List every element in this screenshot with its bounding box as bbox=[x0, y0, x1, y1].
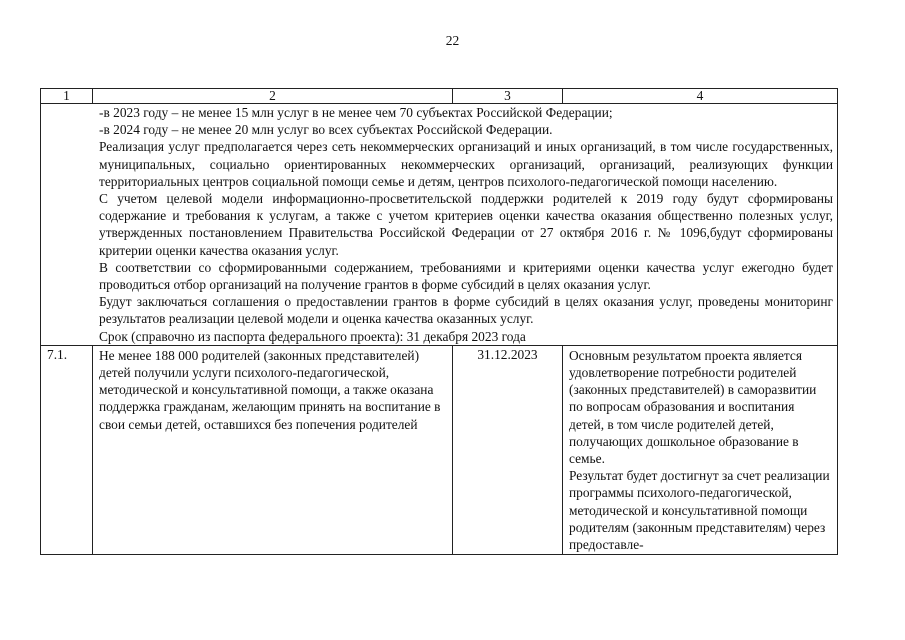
header-cell-1: 1 bbox=[41, 89, 93, 104]
result-paragraph-2: Результат будет достигнут за счет реализации программы психолого-педагогической, методической и консультативной помощи родителям (законным представителям) через предоставле- bbox=[569, 468, 830, 553]
document-table bbox=[40, 88, 838, 555]
header-cell-2: 2 bbox=[93, 89, 453, 104]
paragraph-implementation: Реализация услуг предполагается через сеть некоммерческих организаций и иных организаций, в том числе государственных, муниципальных, социально ориентированных некоммерческих организаций, организаций, реализующих функции территориальных центров социальной помощи семье и детям, центров психолого-педагогической помощи населению. bbox=[99, 139, 833, 189]
paragraph-target-model: С учетом целевой модели информационно-просветительской поддержки родителей к 2019 году будут сформированы содержание и требования к услугам, а также с учетом критериев оценки качества оказания общественно полезных услуг, утвержденных постановлением Правительства Российской Федерации от 27 октября 2016 г. № 1096,будут сформированы критерии оценки качества оказания услуг. bbox=[99, 191, 833, 258]
header-cell-4: 4 bbox=[563, 89, 838, 104]
paragraph-selection: В соответствии со сформированными содержанием, требованиями и критериями оценки качества услуг ежегодно будет проводиться отбор организаций на получение грантов в форме субсидий в целях оказания услуг. bbox=[99, 259, 833, 293]
description-text: Не менее 188 000 родителей (законных представителей) детей получили услуги психолого-педагогической, методической и консультативной помощи, а также оказана поддержка гражданам, желающим принять на воспитание в свои семьи детей, оставшихся без попечения родителей bbox=[99, 347, 441, 432]
bullet-line-2023: -в 2023 году – не менее 15 млн услуг в не менее чем 70 субъектах Российской Федерации; bbox=[99, 105, 613, 120]
table-header-row bbox=[41, 89, 838, 104]
merged-text-row bbox=[41, 104, 838, 346]
result-paragraph-1: Основным результатом проекта является удовлетворение потребности родителей (законных представителей) в саморазвитии по вопросам образования и воспитания детей, в том числе родителей детей, получающих дошкольное образование в семье. bbox=[569, 347, 817, 467]
row-number: 7.1. bbox=[41, 345, 93, 554]
bullet-line-2024: -в 2024 году – не менее 20 млн услуг во всех субъектах Российской Федерации. bbox=[99, 122, 553, 138]
row-description bbox=[93, 345, 453, 554]
row-result bbox=[563, 345, 838, 554]
row-date: 31.12.2023 bbox=[453, 345, 563, 554]
header-cell-3: 3 bbox=[453, 89, 563, 104]
table-row bbox=[41, 345, 838, 554]
paragraph-agreements: Будут заключаться соглашения о предоставлении грантов в форме субсидий в целях оказания услуг, проведены мониторинг результатов реализации целевой модели и оценка качества оказанных услуг. bbox=[99, 294, 833, 327]
merged-text-cell bbox=[41, 104, 838, 346]
page-number: 22 bbox=[445, 33, 460, 48]
paragraph-deadline: Срок (справочно из паспорта федерального проекта): 31 декабря 2023 года bbox=[99, 328, 526, 344]
